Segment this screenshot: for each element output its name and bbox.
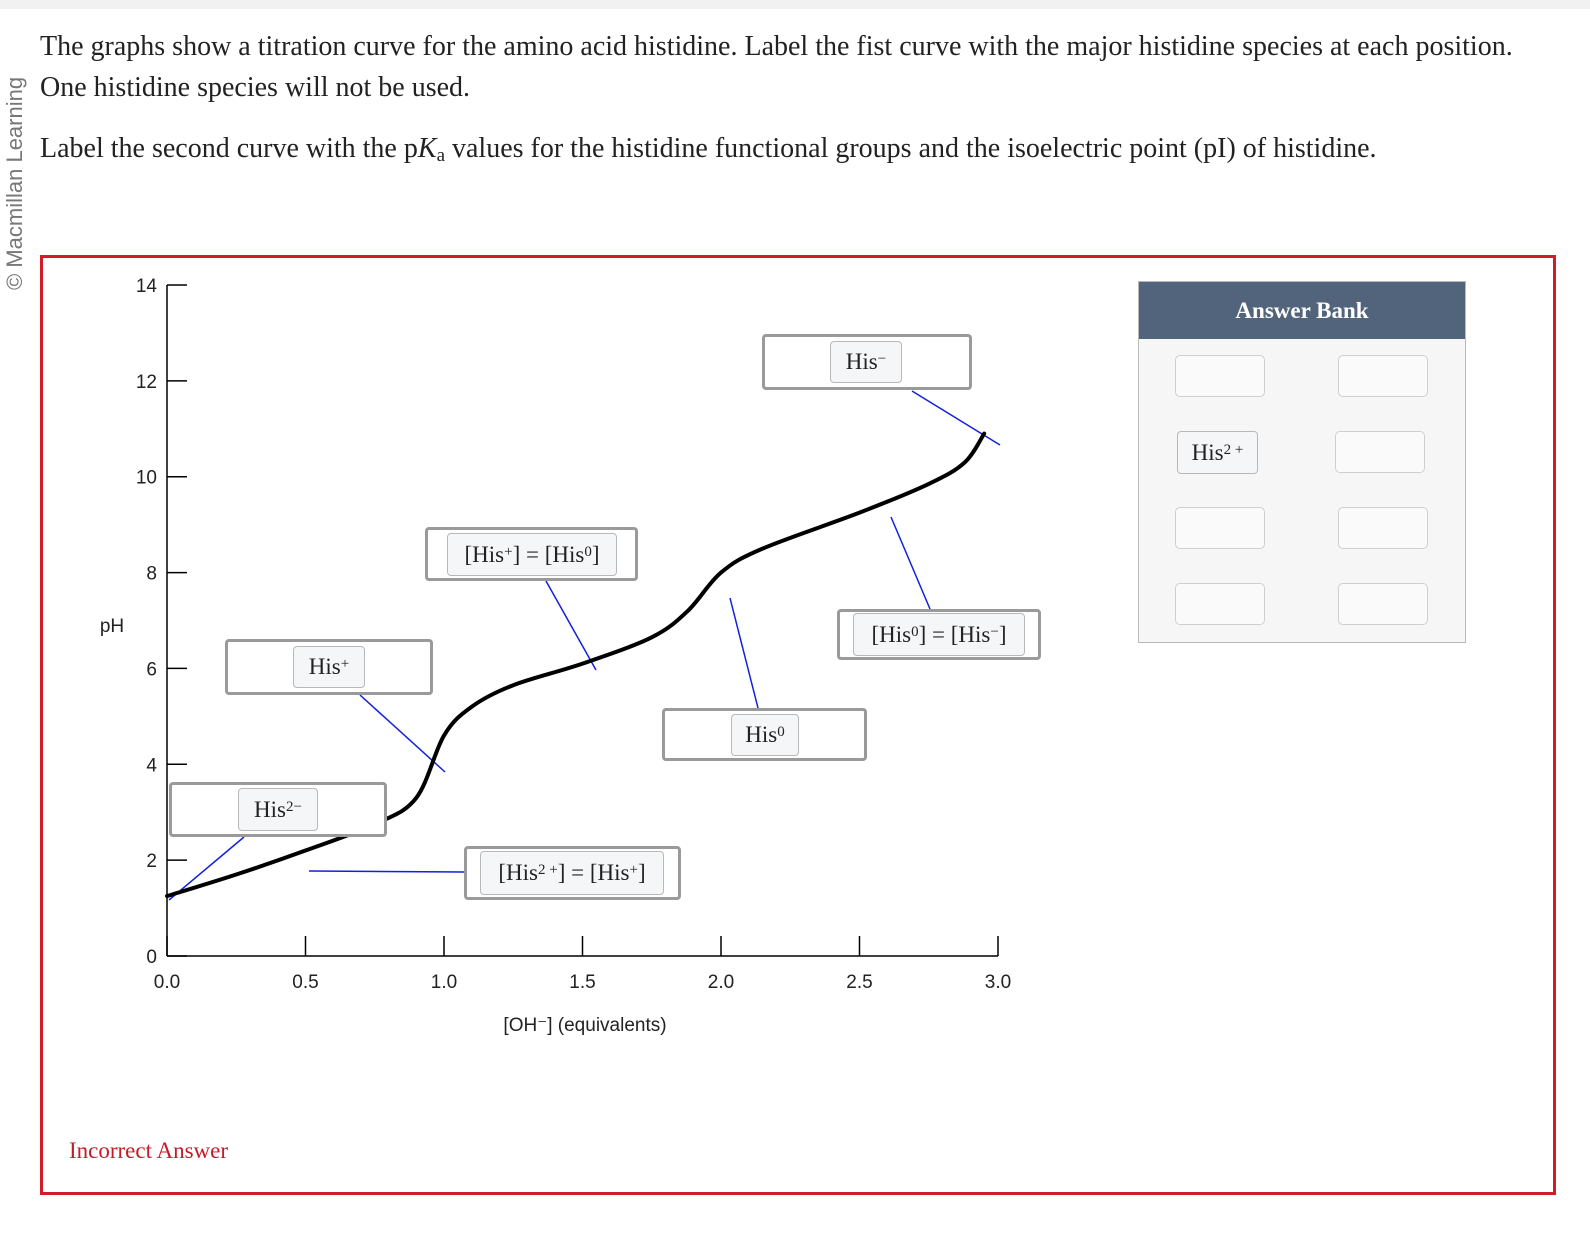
y-tick-label: 10 (135, 467, 157, 489)
y-tick-label: 6 (146, 659, 157, 681)
bank-slot[interactable] (1338, 355, 1428, 397)
label-his-zero-eq-his-minus[interactable]: [His $^0$ ] = [His − ] (853, 613, 1025, 656)
bank-slot[interactable] (1175, 583, 1265, 625)
x-tick-label: 1.5 (569, 972, 596, 993)
leader-line (730, 598, 758, 708)
x-tick-label: 0.5 (292, 972, 319, 993)
answer-bank-title: Answer Bank (1139, 282, 1465, 339)
bank-item-his-two-plus[interactable]: His $^{2 +}$ (1177, 431, 1258, 474)
leader-line (891, 517, 930, 609)
status-message: Incorrect Answer (69, 1138, 229, 1163)
bank-slot[interactable] (1335, 431, 1425, 473)
bank-slot[interactable] (1338, 507, 1428, 549)
label-his-plus[interactable]: His + (293, 646, 365, 688)
x-tick-label: 2.0 (707, 972, 735, 993)
bank-slot[interactable] (1175, 507, 1265, 549)
y-tick-label: 2 (146, 851, 157, 873)
bank-slot[interactable] (1338, 583, 1428, 625)
question-line-2: Label the second curve with the $pK_a$ values for the histidine functional groups and the isoelectric point (pI) of histidine. (40, 133, 1377, 166)
x-axis-label: [OH⁻] (equivalents) (503, 1015, 667, 1036)
question-line-1: The graphs show a titration curve for the amino acid histidine. Label the fist curve with the major histidine species at each position. One histidine species will not be used. (40, 31, 1513, 103)
label-his-two-minus[interactable]: His $^{2-}$ (238, 788, 318, 831)
label-his-plus-eq-his-zero[interactable]: [His + ] = [His $^0$ ] (447, 533, 617, 576)
y-tick-label: 8 (146, 563, 157, 585)
y-tick-label: 14 (135, 276, 157, 297)
x-tick-label: 0.0 (153, 972, 181, 993)
x-tick-label: 1.0 (430, 972, 458, 993)
label-his-minus[interactable]: His − (830, 341, 902, 383)
leader-line (912, 391, 1000, 445)
y-tick-label: 4 (146, 755, 157, 777)
y-axis-label: pH (99, 616, 125, 637)
leader-line (546, 581, 596, 670)
x-tick-label: 3.0 (984, 972, 1012, 993)
label-his-two-plus-eq-his-plus[interactable]: [His $^{2 +}$ ] = [His + ] (480, 851, 664, 895)
leader-line (309, 871, 464, 872)
x-tick-label: 2.5 (846, 972, 873, 993)
y-tick-label: 12 (135, 371, 157, 393)
y-tick-label: 0 (146, 947, 157, 968)
bank-slot[interactable] (1175, 355, 1265, 397)
copyright-watermark: © Macmillan Learning (2, 76, 27, 290)
label-his-zero[interactable]: His $^0$ (731, 714, 799, 756)
